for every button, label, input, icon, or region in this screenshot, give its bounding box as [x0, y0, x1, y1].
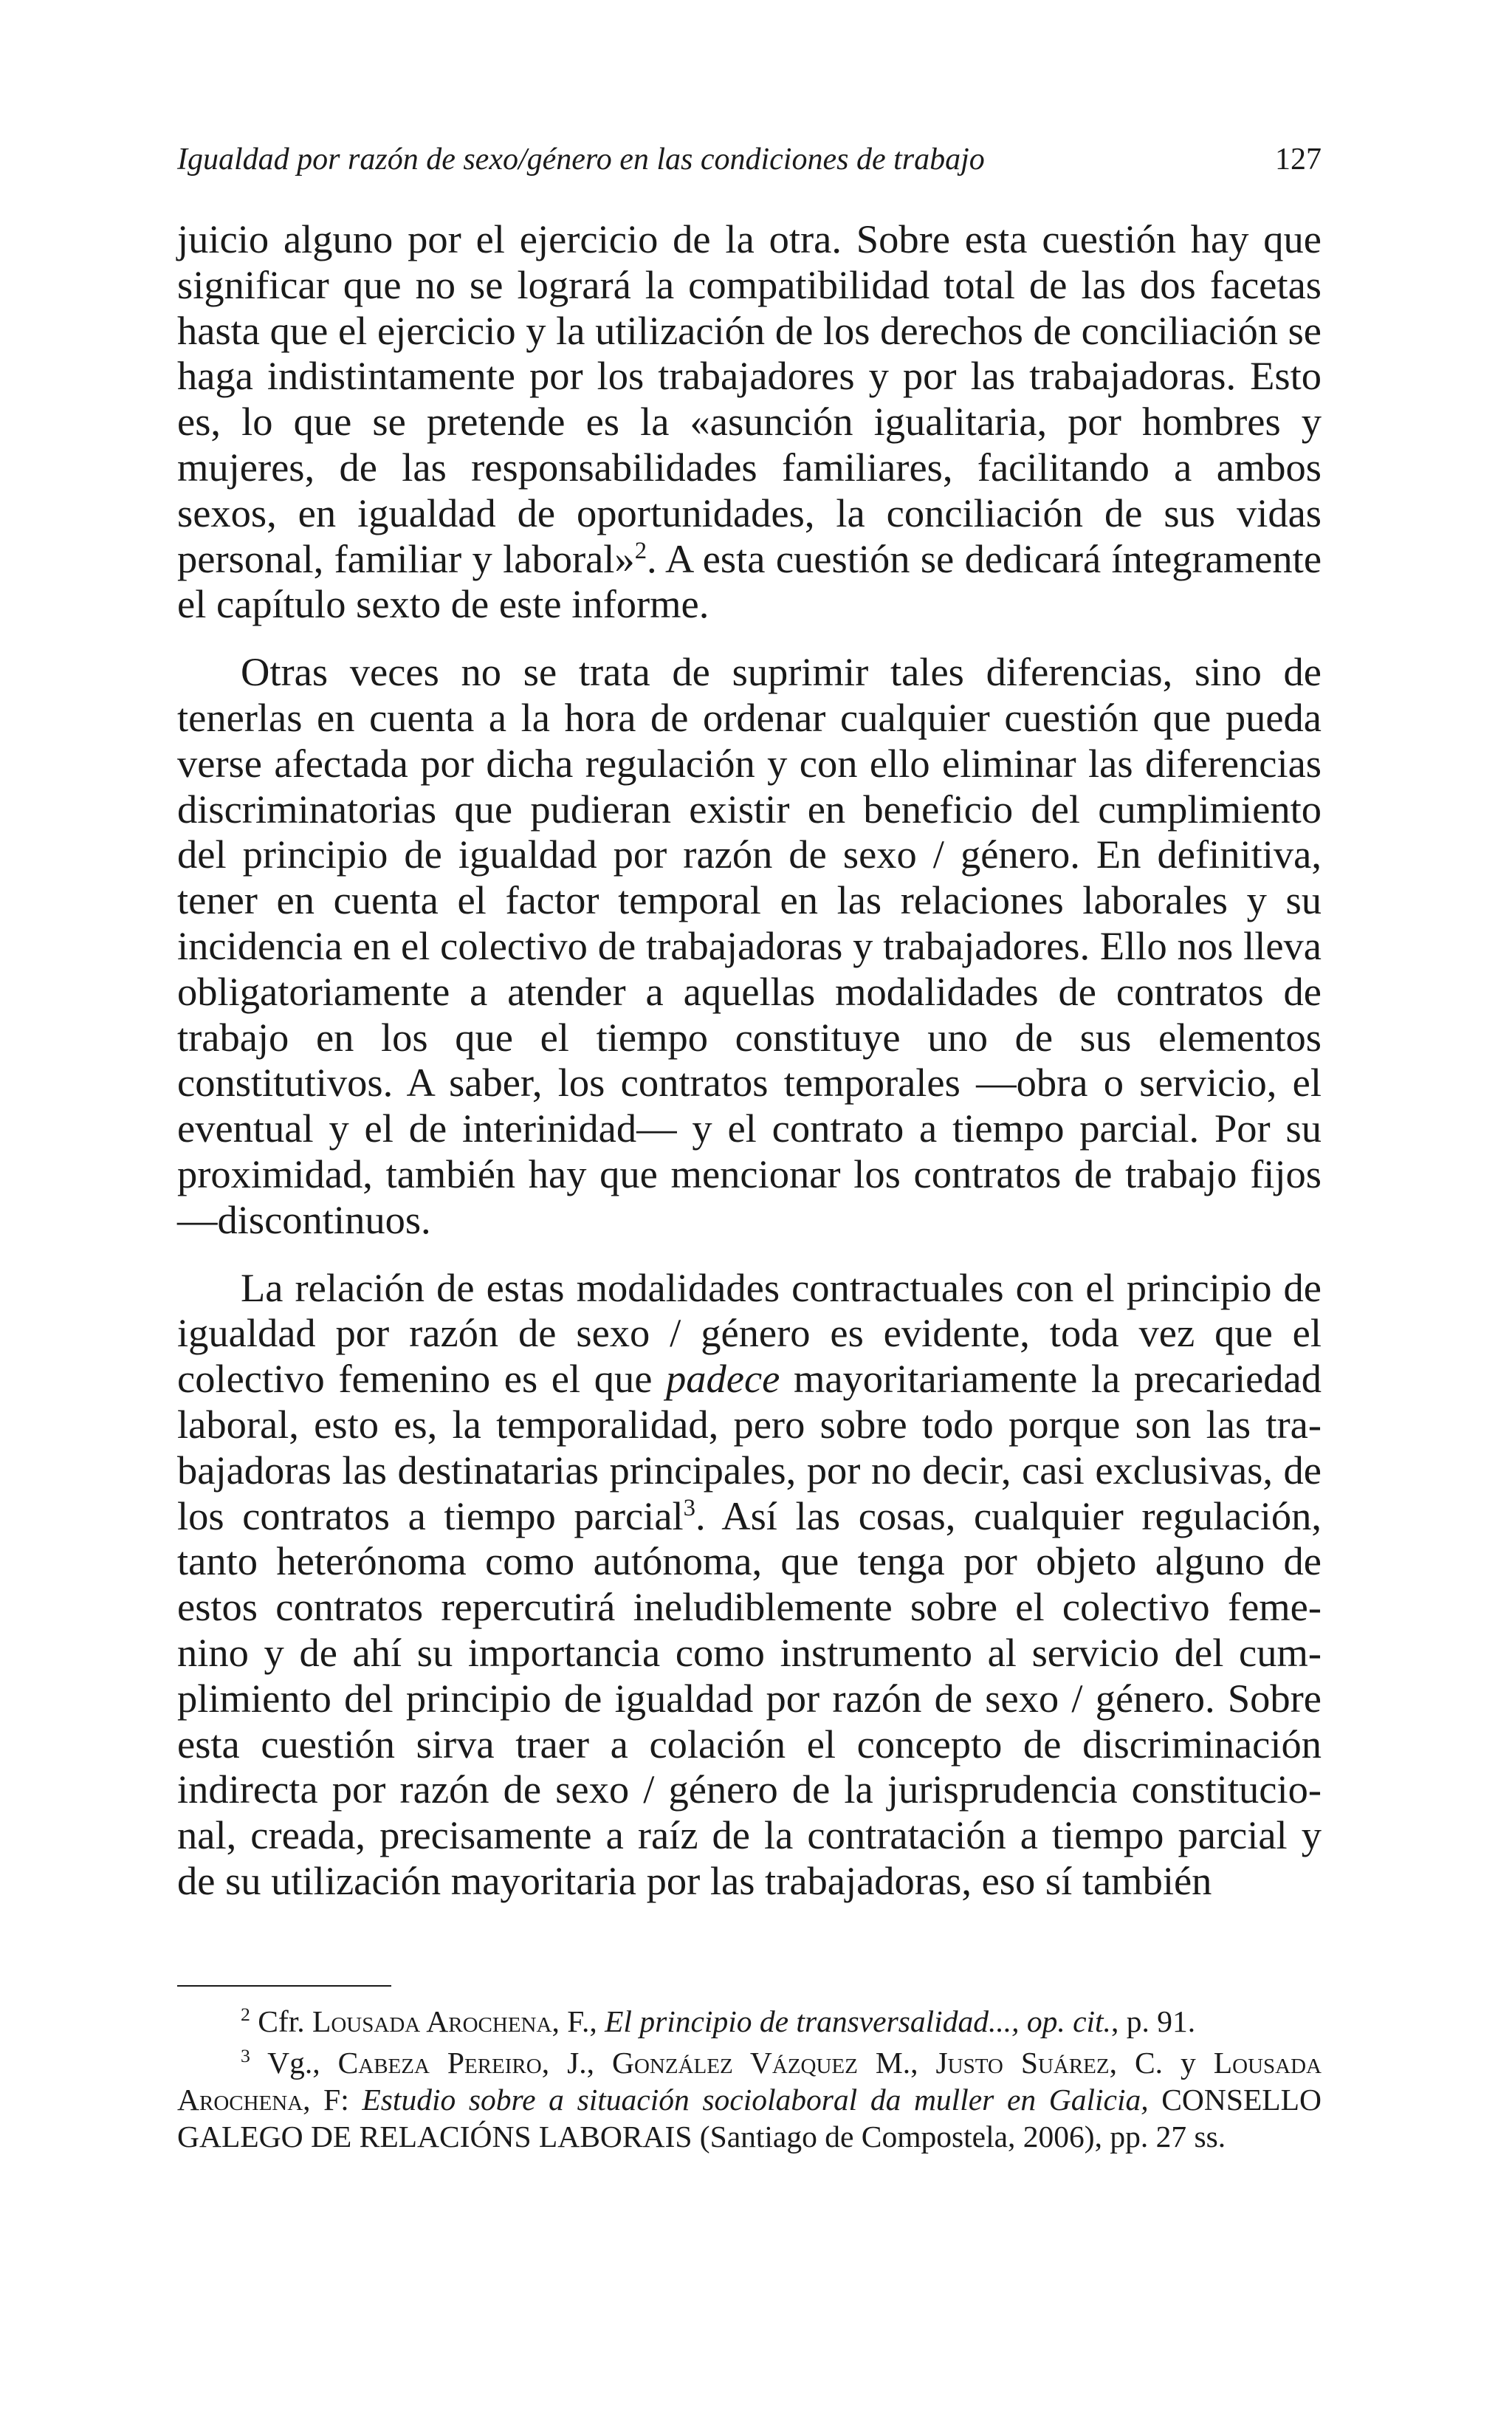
footnote-author-3: Justo Suárez [935, 2046, 1110, 2080]
paragraph-1-text-b: . A esta cuestión se dedicará íntegramente el capítulo sexto de este informe. [177, 535, 1322, 627]
paragraph-2: Otras veces no se trata de suprimir tales diferencias, sino de tenerlas en cuenta a la hora de ordenar cualquier cuestión que pueda verse afectada por dicha regulación y con ello eliminar las diferencias discriminatorias que pudieran existir en beneficio del cumplimiento del principio de igualdad por razón de sexo / género. En definitiva, tener en cuenta el factor temporal en las relaciones laborales y su incidencia en el colectivo de trabajadoras y trabajadores. Ello nos lleva obligatoriamente a atender a aquellas modalidades de contratos de trabajo en los que el tiempo constituye uno de sus elementos constitutivos. A saber, los contratos temporales —obra o servicio, el eventual y el de interinidad— y el contrato a tiempo parcial. Por su proximidad, también hay que mencionar los contratos de trabajo fijos—discontinuos. [177, 649, 1322, 1242]
footnote-number: 2 [241, 2004, 250, 2026]
footnote-author-2: González Vázquez [612, 2046, 858, 2080]
footnote-separator-4: , F: [303, 2083, 362, 2117]
footnote-ref-2: 2 [634, 537, 647, 564]
footnote-3 [177, 2044, 1322, 2155]
footnote-separator-3: , C. y [1109, 2046, 1214, 2080]
paragraph-3-text-b: mayoritariamente la precariedad laboral, esto es, la temporalidad, pero sobre todo porque son las trabajadoras las destinatarias principales, por no decir, casi exclusivas, de los contratos a tiempo parcial [177, 1356, 1322, 1538]
footnote-author-4: Lousada Arochena [177, 2046, 1322, 2117]
footnote-prefix: Cfr. [258, 2004, 313, 2038]
paragraph-1 [177, 216, 1322, 627]
footnotes [177, 2003, 1322, 2155]
running-title: Igualdad por razón de sexo/género en las condiciones de trabajo [177, 143, 985, 177]
footnote-2 [177, 2003, 1322, 2040]
paragraph-1-text-a: juicio alguno por el ejercicio de la otra. Sobre esta cuestión hay que significar que no se logrará la compatibilidad total de las dos facetas hasta que el ejercicio y la utilización de los derechos de conciliación se haga indistintamente por los trabajadores y por las trabajadoras. Esto es, lo que se pretende es la «asunción igualitaria, por hombres y mujeres, de las responsabilidades familiares, facilitando a ambos sexos, en igualdad de oportunidades, la conciliación de sus vidas personal, familiar y laboral» [177, 216, 1322, 581]
footnote-separator-1: , J., [541, 2046, 612, 2080]
footnote-title: Estudio sobre a situación sociolaboral da muller en Galicia, [362, 2083, 1149, 2117]
emphasis-padece: padece [666, 1356, 780, 1402]
paragraph-3 [177, 1265, 1322, 1904]
footnote-author: Lousada Arochena [312, 2004, 552, 2038]
footnote-author-1: Cabeza Pereiro [337, 2046, 542, 2080]
footnote-prefix: Vg., [267, 2046, 338, 2080]
footnote-suffix: CONSELLO GALEGO DE RELACIÓNS LABORAIS (Santiago de Compostela, 2006), pp. 27 ss. [177, 2083, 1322, 2154]
body-text [177, 216, 1322, 1904]
footnote-number: 3 [241, 2045, 250, 2067]
page-number: 127 [1275, 143, 1322, 177]
paragraph-3-text-c: . Así las cosas, cualquier regulación, tanto heterónoma como autónoma, que tenga por objeto alguno de estos contratos repercutirá ineludiblemente sobre el colectivo femenino y de ahí su importancia como instrumento al servicio del cumplimiento del principio de igualdad por razón de sexo / género. Sobre esta cuestión sirva traer a colación el concepto de discriminación indirecta por razón de sexo / género de la jurisprudencia constitucional, creada, precisamente a raíz de la contratación a tiempo parcial y de su utilización mayoritaria por las trabajadoras, eso sí también [177, 1493, 1322, 1903]
footnote-separator-text: , F., [551, 2004, 605, 2038]
paragraph-3-text-a: La relación de estas modalidades contractuales con el principio de igualdad por razón de sexo / género es evidente, toda vez que el colectivo femenino es el que [177, 1264, 1322, 1402]
footnote-separator [177, 1985, 391, 1987]
running-header [177, 137, 1322, 182]
footnote-suffix: , p. 91. [1110, 2004, 1196, 2038]
footnote-ref-3: 3 [683, 1494, 695, 1521]
footnote-title: El principio de transversalidad..., op. cit. [605, 2004, 1111, 2038]
footnote-separator-2: M., [857, 2046, 936, 2080]
